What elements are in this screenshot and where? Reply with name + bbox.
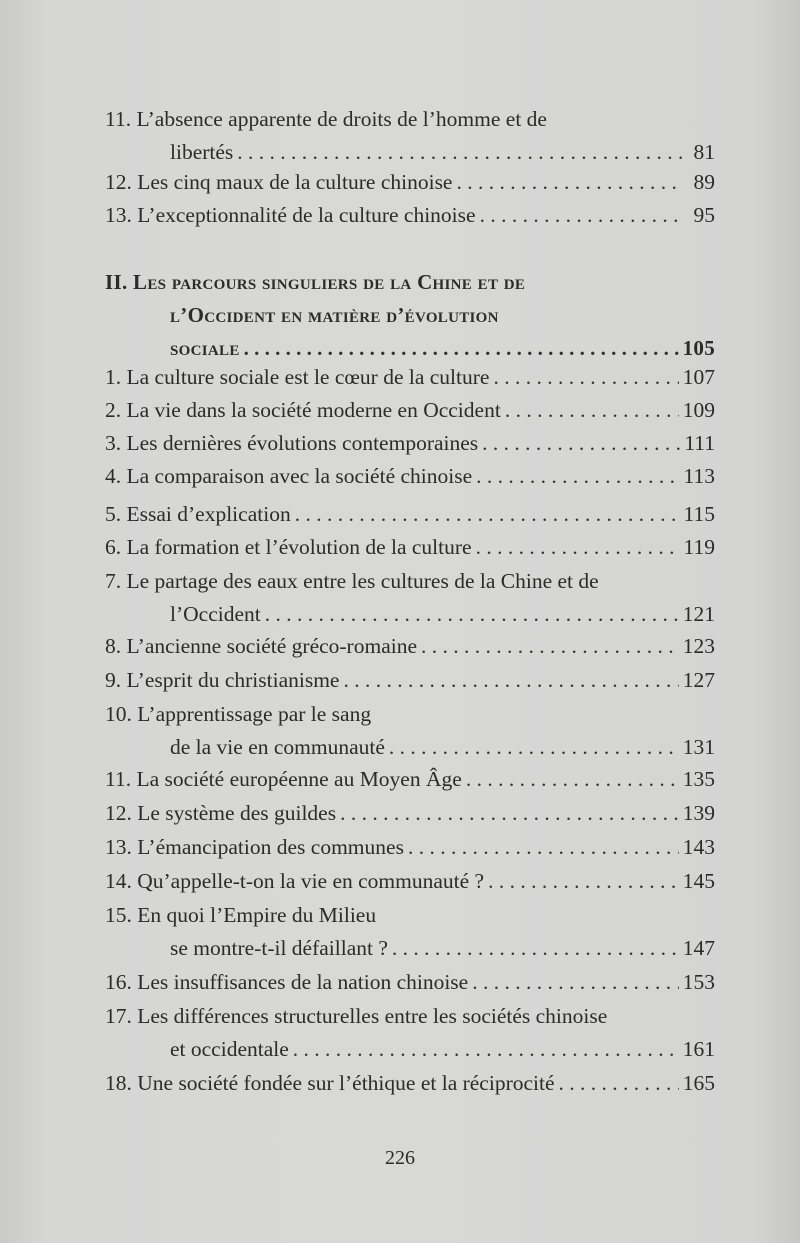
toc-entry-line — [105, 299, 715, 332]
toc-page-number: 161 — [682, 1037, 715, 1061]
toc-entry — [105, 166, 715, 199]
dot-leader — [482, 427, 680, 460]
toc-entry-title: 7. Le partage des eaux entre les cultures de la Chine et de — [105, 569, 599, 593]
toc-page-number: 113 — [683, 464, 715, 488]
toc-page-number: 143 — [682, 835, 715, 859]
toc-page-number: 147 — [682, 936, 715, 960]
toc-entry-line — [105, 199, 715, 232]
toc-entry-title: 13. L’émancipation des communes — [105, 835, 404, 859]
dot-leader — [493, 361, 678, 394]
dot-leader — [265, 598, 679, 631]
toc-entry-title: 13. L’exceptionnalité de la culture chinoise — [105, 203, 476, 227]
toc-page-number: 81 — [693, 140, 715, 164]
toc-entry-title: 18. Une société fondée sur l’éthique et la réciprocité — [105, 1071, 555, 1095]
toc-page-number: 135 — [682, 767, 715, 791]
toc-entry-line — [105, 498, 715, 531]
toc-entry — [105, 763, 715, 796]
toc-page-number: 119 — [683, 535, 715, 559]
toc-entry-line — [105, 166, 715, 199]
toc-entry-title: 8. L’ancienne société gréco-romaine — [105, 634, 418, 658]
toc-entry-line — [105, 932, 715, 965]
toc-entry-title: 15. En quoi l’Empire du Milieu — [105, 903, 377, 927]
toc-page-number: 105 — [682, 336, 715, 360]
dot-leader — [421, 630, 679, 663]
toc-entry-line — [105, 763, 715, 796]
toc-page-number: 153 — [682, 970, 715, 994]
toc-entry-title: 3. Les dernières évolutions contemporaines — [105, 431, 479, 455]
toc-entry-line — [105, 361, 715, 394]
toc-entry — [105, 394, 715, 427]
toc-page-number: 139 — [682, 801, 715, 825]
toc-entry — [105, 1000, 715, 1066]
toc-entry-title: 9. L’esprit du christianisme — [105, 668, 340, 692]
toc-page-number: 115 — [683, 502, 715, 526]
toc-entry-title: 12. Le système des guildes — [105, 801, 337, 825]
toc-entry-line — [105, 966, 715, 999]
toc-entry — [105, 199, 715, 232]
toc-entry — [105, 361, 715, 394]
toc-entry-title: et occidentale — [170, 1037, 289, 1061]
toc-entry-title: 11. L’absence apparente de droits de l’homme et de — [105, 107, 547, 131]
toc-entry-line — [105, 831, 715, 864]
dot-leader — [408, 831, 679, 864]
toc-entry-line — [105, 427, 715, 460]
toc-entry-title: sociale — [170, 336, 240, 360]
dot-leader — [480, 199, 683, 232]
toc-page-number: 107 — [682, 365, 715, 389]
toc-entry-line — [105, 1033, 715, 1066]
dot-leader — [472, 966, 679, 999]
toc-entry — [105, 698, 715, 764]
toc-entry — [105, 831, 715, 864]
toc-entry-line — [105, 598, 715, 631]
toc-entry — [105, 630, 715, 663]
toc-page-number: 109 — [682, 398, 715, 422]
toc-page-number: 123 — [682, 634, 715, 658]
dot-leader — [466, 763, 679, 796]
toc-page-number: 165 — [682, 1071, 715, 1095]
toc-entry-line — [105, 266, 715, 299]
toc-entry — [105, 797, 715, 830]
toc-entry-title: 12. Les cinq maux de la culture chinoise — [105, 170, 453, 194]
toc-entry-title: 2. La vie dans la société moderne en Occident — [105, 398, 501, 422]
toc-entry-title: 5. Essai d’explication — [105, 502, 291, 526]
toc-entry-title: 14. Qu’appelle-t-on la vie en communauté ? — [105, 869, 485, 893]
toc-entry-title: 11. La société européenne au Moyen Âge — [105, 767, 462, 791]
toc-entry-line — [105, 460, 715, 493]
toc-entry — [105, 460, 715, 493]
toc-entry-title: l’Occident en matière d’évolution — [170, 303, 499, 327]
dot-leader — [476, 460, 679, 493]
toc-page-number: 89 — [693, 170, 715, 194]
toc-entry — [105, 565, 715, 631]
toc-entry-title: se montre-t-il défaillant ? — [170, 936, 388, 960]
toc-page-number: 145 — [682, 869, 715, 893]
toc-entry — [105, 865, 715, 898]
toc-entry-title: II. Les parcours singuliers de la Chine et de — [105, 270, 526, 294]
dot-leader — [559, 1067, 679, 1100]
toc-section-heading — [105, 266, 715, 365]
toc-entry-title: de la vie en communauté — [170, 735, 385, 759]
toc-entry-line — [105, 731, 715, 764]
toc-page-number: 111 — [684, 431, 715, 455]
dot-leader — [476, 531, 680, 564]
toc-entry-line — [105, 136, 715, 169]
toc-entry-line — [105, 664, 715, 697]
dot-leader — [392, 932, 679, 965]
dot-leader — [237, 136, 683, 169]
toc-entry — [105, 103, 715, 169]
toc-entry-line — [105, 1067, 715, 1100]
toc-entry — [105, 1067, 715, 1100]
dot-leader — [505, 394, 679, 427]
dot-leader — [389, 731, 679, 764]
toc-page-number: 121 — [682, 602, 715, 626]
toc-entry-line — [105, 565, 715, 598]
toc-entry — [105, 498, 715, 531]
toc-entry-line — [105, 698, 715, 731]
toc-entry-title: 4. La comparaison avec la société chinoise — [105, 464, 473, 488]
toc-entry-line — [105, 394, 715, 427]
toc-entry-line — [105, 865, 715, 898]
toc-entry — [105, 427, 715, 460]
toc-entry-title: 10. L’apprentissage par le sang — [105, 702, 372, 726]
dot-leader — [488, 865, 679, 898]
toc-page-number: 95 — [693, 203, 715, 227]
toc-page-number: 131 — [682, 735, 715, 759]
toc-entry-title: 1. La culture sociale est le cœur de la culture — [105, 365, 490, 389]
toc-entry-line — [105, 630, 715, 663]
toc-entry-title: libertés — [170, 140, 234, 164]
toc-entry-line — [105, 103, 715, 136]
dot-leader — [456, 166, 683, 199]
toc-entry-line — [105, 899, 715, 932]
toc-entry — [105, 899, 715, 965]
toc-entry-title: l’Occident — [170, 602, 261, 626]
toc-entry — [105, 966, 715, 999]
toc-page-number: 127 — [682, 668, 715, 692]
toc-entry-title: 6. La formation et l’évolution de la culture — [105, 535, 472, 559]
toc-entry-title: 17. Les différences structurelles entre les sociétés chinoise — [105, 1004, 608, 1028]
dot-leader — [295, 498, 680, 531]
toc-entry-line — [105, 1000, 715, 1033]
page-number: 226 — [385, 1147, 415, 1169]
dot-leader — [340, 797, 679, 830]
toc-entry-title: 16. Les insuffisances de la nation chinoise — [105, 970, 469, 994]
toc-entry — [105, 531, 715, 564]
dot-leader — [343, 664, 678, 697]
toc-entry — [105, 664, 715, 697]
toc-entry-line — [105, 531, 715, 564]
toc-entry-line — [105, 797, 715, 830]
dot-leader — [293, 1033, 679, 1066]
